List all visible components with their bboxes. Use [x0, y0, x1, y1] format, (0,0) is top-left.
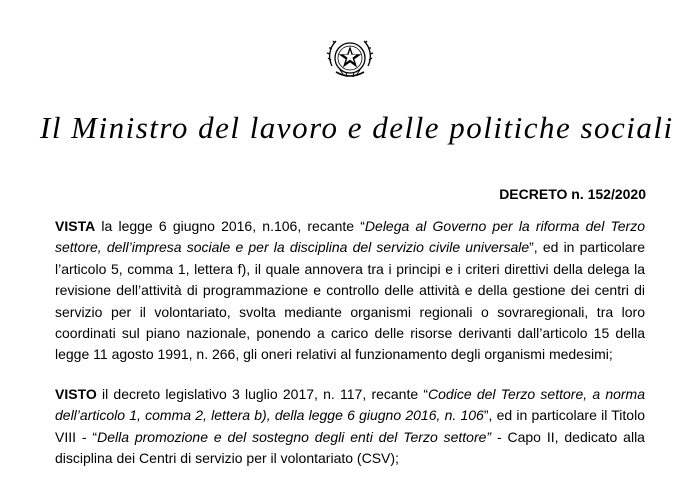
title-quote: Della promozione e del sostegno degli enti del Terzo settore”	[97, 428, 492, 445]
paragraph-text: - Capo II, dedicato alla disciplina dei Centri di servizio per il volontariato (CSV);	[55, 428, 645, 467]
paragraph-lead: VISTA	[55, 218, 96, 234]
law-title-quote: Codice del Terzo settore, a norma dell’articolo 1, comma 2, lettera b), della legge 6 giugno 2016, n. 106	[55, 386, 646, 424]
paragraph-text: ”, ed in particolare l’articolo 5, comma 1, lettera f), il quale annovera tra i principi e i criteri direttivi della delega la revisione dell’attività di programmazione e controllo delle attività e della gestione dei centri di servizio per il volontariato, svolta mediante organismi regionali o sovraregionali, tra loro coordinati sul piano nazionale, ponendo a carico delle risorse derivanti dall’articolo 15 della legge 11 agosto 1991, n. 266, gli oneri relativi al funzionamento degli organismi medesimi;	[55, 239, 645, 363]
emblem-of-italy-icon	[324, 32, 376, 84]
paragraph-text: il decreto legislativo 3 luglio 2017, n. 117, recante “	[96, 386, 429, 402]
ministry-title: Il Ministro del lavoro e delle politiche sociali	[40, 110, 674, 145]
paragraph-lead: VISTO	[55, 386, 97, 402]
paragraph-vista	[55, 216, 645, 366]
paragraph-visto	[55, 384, 645, 470]
law-title-quote: Delega al Governo per la riforma del Terzo settore, dell’impresa sociale e per la disciplina del servizio civile universale	[55, 218, 645, 256]
paragraph-text: la legge 6 giugno 2016, n.106, recante “	[95, 218, 365, 234]
paragraph-text: ”, ed in particolare il Titolo VIII - “	[55, 407, 645, 445]
decree-number: DECRETO n. 152/2020	[499, 186, 646, 202]
